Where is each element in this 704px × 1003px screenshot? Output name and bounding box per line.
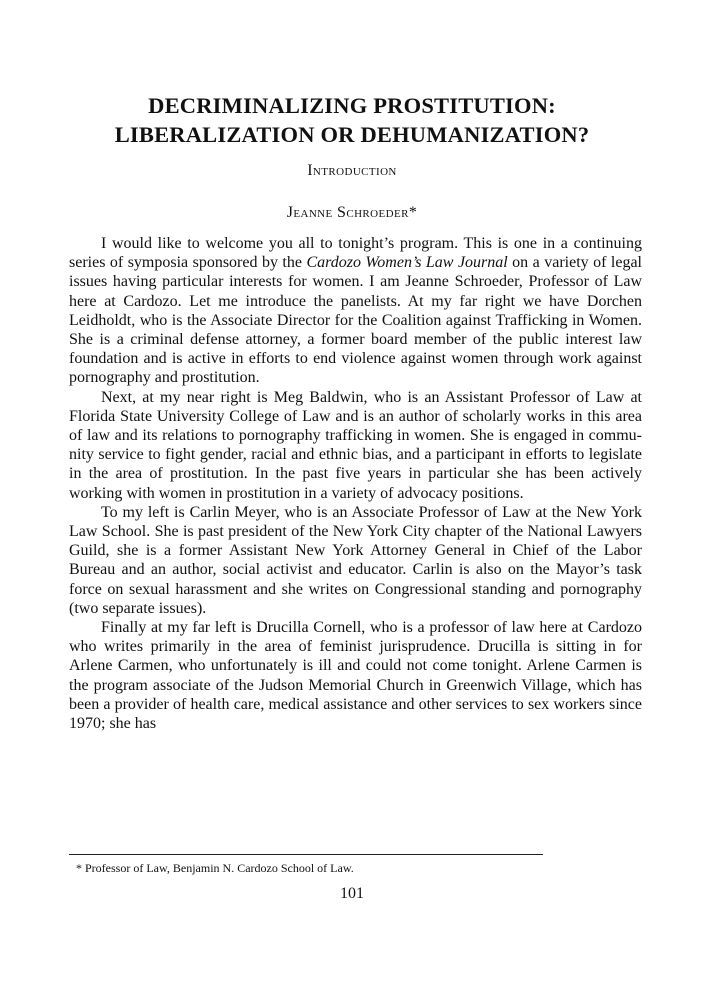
footnote: * Professor of Law, Benjamin N. Cardozo School of Law.	[76, 861, 354, 875]
article-title-line-1: DECRIMINALIZING PROSTITUTION:	[148, 93, 556, 118]
journal-name: Cardozo Women’s Law Journal	[306, 254, 508, 272]
paragraph-3: To my left is Carlin Meyer, who is an Associate Professor of Law at the New York Law School. She is past president of the New York City chapter of the National Lawyers Guild, she is a former Assistant New York Attorney General in Chief of the Labor Bureau and an author, social activist and educator. Carlin is also on the Mayor’s task force on sexual harassment and she writes on Congressional standing and pornography (two separate issues).	[69, 503, 642, 617]
paragraph-2: Next, at my near right is Meg Baldwin, who is an Assistant Professor of Law at Florida State University College of Law and is an author of scholarly works in this area of law and its relations to pornography trafficking in women. She is engaged in community service to fight gender, racial and ethnic bias, and a participant in efforts to legislate in the area of prostitution. In the past five years in particular she has been actively working with women in prostitution in a variety of advocacy positions.	[69, 388, 642, 502]
paragraph-4: Finally at my far left is Drucilla Cornell, who is a professor of law here at Cardozo who writes primarily in the area of feminist jurisprudence. Drucilla is sitting in for Arlene Carmen, who unfortunately is ill and could not come tonight. Arlene Carmen is the program associate of the Judson Memorial Church in Greenwich Village, which has been a provider of health care, medical assistance and other services to sex workers since 1970; she has	[69, 619, 642, 733]
paragraph-1-text-b: on a variety of legal issues having particular interests for women. I am Jeanne Schroeder, Professor of Law here at Cardozo. Let me introduce the panelists. At my far right we have Dorchen Leidholdt, who is the Associate Director for the Coalition against Trafficking in Women. She is a criminal defense attorney, a former board member of the public interest law foundation and is active in efforts to end violence against women through work against pornography and prostitution.	[69, 254, 642, 387]
page-number: 101	[340, 885, 364, 902]
article-title-line-2: LIBERALIZATION OR DEHUMANIZATION?	[114, 122, 590, 147]
paragraph-1-text-a: I would like to welcome you all to tonight’s program. This is one in a continuing series of symposia sponsored by the	[69, 235, 642, 272]
author-name: Jeanne Schroeder*	[286, 204, 418, 221]
section-heading: Introduction	[307, 162, 397, 179]
footnote-divider	[69, 854, 543, 855]
paragraph-1	[69, 234, 642, 388]
body-text	[69, 234, 642, 733]
